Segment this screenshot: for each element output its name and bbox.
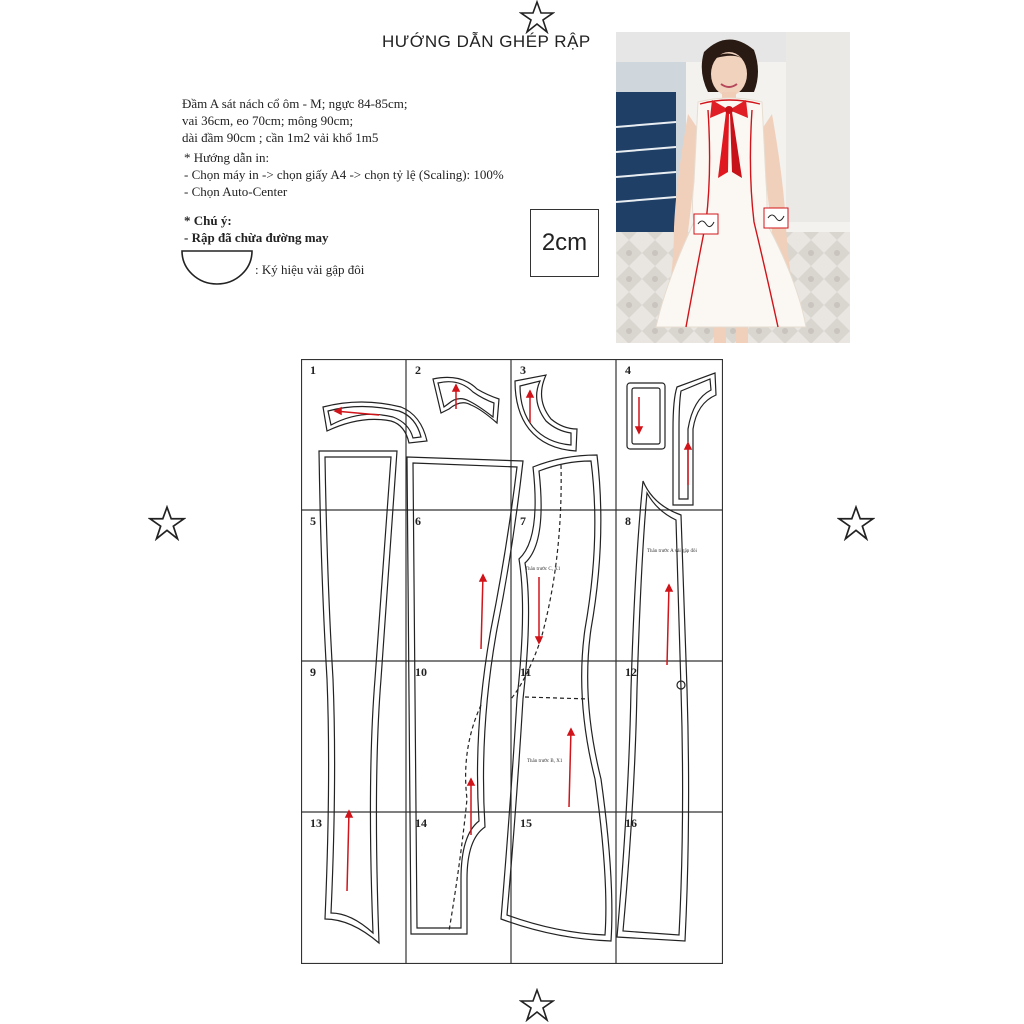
cell-number: 3	[520, 363, 526, 377]
cell-number: 16	[625, 816, 637, 830]
cell-number: 13	[310, 816, 322, 830]
garment-info	[182, 95, 407, 146]
cell-number: 5	[310, 514, 316, 528]
cell-number: 2	[415, 363, 421, 377]
pocket-piece	[627, 383, 665, 449]
star-icon	[837, 505, 875, 541]
skirt-panel	[319, 451, 397, 943]
page-title: HƯỚNG DẪN GHÉP RẬP	[382, 32, 591, 51]
print-guide-line: * Hướng dẫn in:	[184, 150, 270, 165]
garment-info-line: dài đầm 90cm ; cần 1m2 vải khổ 1m5	[182, 130, 379, 145]
cell-number: 6	[415, 514, 421, 528]
note-line: * Chú ý:	[184, 213, 232, 228]
cell-number: 14	[415, 816, 427, 830]
star-icon	[148, 505, 186, 541]
scale-box: 2cm	[530, 209, 599, 277]
piece-label: Thân trước A vải gập đôi	[647, 549, 697, 554]
garment-info-line: vai 36cm, eo 70cm; mông 90cm;	[182, 113, 354, 128]
cell-number: 12	[625, 665, 637, 679]
cell-number: 1	[310, 363, 316, 377]
cell-number: 10	[415, 665, 427, 679]
star-icon	[519, 0, 555, 34]
cell-number: 15	[520, 816, 532, 830]
piece-label: Thân trước C, X1	[525, 567, 561, 572]
pattern-grid	[301, 359, 723, 964]
note-line: - Rập đã chừa đường may	[184, 230, 329, 245]
fold-symbol-label: : Ký hiệu vải gập đôi	[255, 262, 365, 277]
print-guide-line: - Chọn máy in -> chọn giấy A4 -> chọn tỷ lệ (Scaling): 100%	[184, 167, 504, 182]
garment-info-line: Đầm A sát nách cổ ôm - M; ngực 84-85cm;	[182, 96, 408, 111]
star-icon	[519, 988, 555, 1022]
cell-number: 9	[310, 665, 316, 679]
dress-photo	[616, 32, 850, 343]
print-guide-line: - Chọn Auto-Center	[184, 184, 288, 199]
note	[184, 212, 329, 246]
cell-number: 8	[625, 514, 631, 528]
print-guide	[184, 149, 504, 200]
cell-number: 4	[625, 363, 631, 377]
piece-label: Thân trước B, X1	[527, 759, 563, 764]
cell-number: 7	[520, 514, 526, 528]
fold-symbol-icon	[180, 248, 254, 288]
cell-number: 11	[520, 665, 532, 679]
